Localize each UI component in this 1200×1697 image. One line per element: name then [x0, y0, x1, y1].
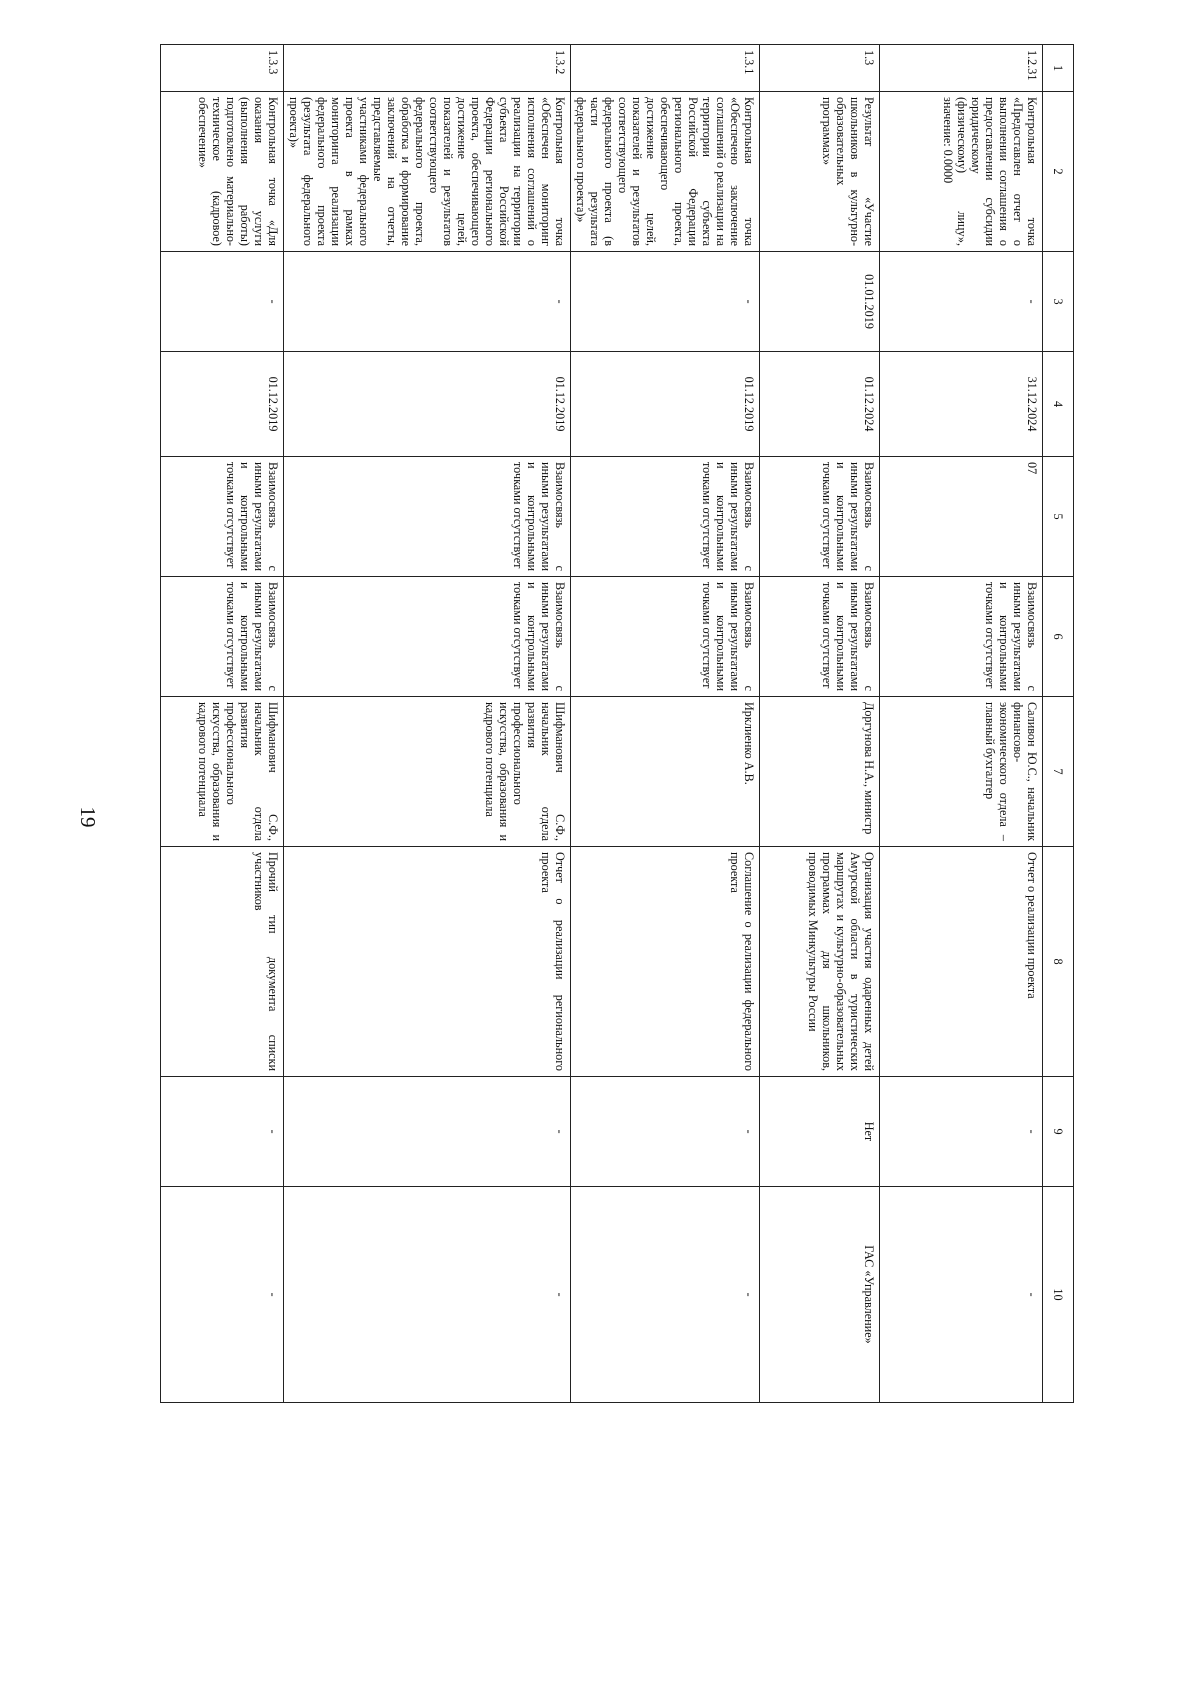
column-9-cell: - [880, 1077, 1043, 1187]
start-date-cell: - [880, 252, 1043, 352]
responsible-cell: Ирклиенко А.В. [571, 697, 760, 847]
project-control-points-table [160, 44, 1074, 1403]
column-9-cell: Нет [760, 1077, 880, 1187]
table-row [571, 45, 760, 1403]
table-row [760, 45, 880, 1403]
responsible-cell: Саливон Ю.С., начальник финансово-экономического отдела – главный бухгалтер [880, 697, 1043, 847]
column-header: 7 [1043, 697, 1074, 847]
result-document-cell: Прочий тип документа списки участников [161, 847, 284, 1077]
end-date-cell: 01.12.2019 [161, 352, 284, 457]
item-description-cell: Контрольная точка «Предоставлен отчет о выполнении соглашения о предоставлении субсидии юридическому (физическому) лицу», значение: 0.0000 [880, 92, 1043, 252]
table-row [284, 45, 571, 1403]
predecessors-cell: Взаимосвязь с иными результатами и контрольными точками отсутствует [760, 457, 880, 577]
column-9-cell: - [161, 1077, 284, 1187]
result-document-cell: Отчет о реализации проекта [880, 847, 1043, 1077]
column-header: 9 [1043, 1077, 1074, 1187]
column-header: 8 [1043, 847, 1074, 1077]
column-header: 2 [1043, 92, 1074, 252]
column-9-cell: - [284, 1077, 571, 1187]
column-9-cell: - [571, 1077, 760, 1187]
end-date-cell: 01.12.2024 [760, 352, 880, 457]
predecessors-cell: Взаимосвязь с иными результатами и контрольными точками отсутствует [571, 457, 760, 577]
column-header: 4 [1043, 352, 1074, 457]
successors-cell: Взаимосвязь с иными результатами и контрольными точками отсутствует [284, 577, 571, 697]
successors-cell: Взаимосвязь с иными результатами и контрольными точками отсутствует [161, 577, 284, 697]
row-number-cell: 1.3 [760, 45, 880, 92]
result-document-cell: Отчет о реализации регионального проекта [284, 847, 571, 1077]
start-date-cell: 01.01.2019 [760, 252, 880, 352]
info-system-cell: ГАС «Управление» [760, 1187, 880, 1403]
responsible-cell: Шифманович С.Ф., начальник отдела развития профессионального искусства, образования и кадрового потенциала [161, 697, 284, 847]
row-number-cell: 1.3.2 [284, 45, 571, 92]
successors-cell: Взаимосвязь с иными результатами и контрольными точками отсутствует [760, 577, 880, 697]
responsible-cell: Доргунова Н.А., министр [760, 697, 880, 847]
result-document-cell: Организация участия одаренных детей Амурской области в туристических маршрутах и культурно-образовательных программах для школьников, проводимых Минкультуры России [760, 847, 880, 1077]
item-description-cell: Результат «Участие школьников в культурно-образовательных программах» [760, 92, 880, 252]
predecessors-cell: 07 [880, 457, 1043, 577]
start-date-cell: - [284, 252, 571, 352]
item-description-cell: Контрольная точка «Для оказания услуги (выполнения работы) подготовлено материально-техническое (кадровое) обеспечение» [161, 92, 284, 252]
column-header: 10 [1043, 1187, 1074, 1403]
start-date-cell: - [161, 252, 284, 352]
column-header: 1 [1043, 45, 1074, 92]
item-description-cell: Контрольная точка «Обеспечен мониторинг исполнения соглашений о реализации на территории субъекта Российской Федерации регионального проекта, обеспечивающего достижение целей, показателей и результатов соответствующего федерального проекта, обработка и формирование заключений на отчеты, представляемые участниками федерального проекта в рамках мониторинга реализации федерального проекта (результата федерального проекта)» [284, 92, 571, 252]
column-header: 3 [1043, 252, 1074, 352]
info-system-cell: - [571, 1187, 760, 1403]
start-date-cell: - [571, 252, 760, 352]
responsible-cell: Шифманович С.Ф., начальник отдела развития профессионального искусства, образования и кадрового потенциала [284, 697, 571, 847]
row-number-cell: 1.2.31 [880, 45, 1043, 92]
table-row [880, 45, 1043, 1403]
info-system-cell: - [284, 1187, 571, 1403]
predecessors-cell: Взаимосвязь с иными результатами и контрольными точками отсутствует [161, 457, 284, 577]
table-row [161, 45, 284, 1403]
page-number: 19 [76, 806, 100, 828]
end-date-cell: 01.12.2019 [571, 352, 760, 457]
info-system-cell: - [880, 1187, 1043, 1403]
row-number-cell: 1.3.1 [571, 45, 760, 92]
successors-cell: Взаимосвязь с иными результатами и контрольными точками отсутствует [571, 577, 760, 697]
row-number-cell: 1.3.3 [161, 45, 284, 92]
column-header: 5 [1043, 457, 1074, 577]
successors-cell: Взаимосвязь с иными результатами и контрольными точками отсутствует [880, 577, 1043, 697]
column-header: 6 [1043, 577, 1074, 697]
end-date-cell: 31.12.2024 [880, 352, 1043, 457]
info-system-cell: - [161, 1187, 284, 1403]
item-description-cell: Контрольная точка «Обеспечено заключение соглашений о реализации на территории субъекта Российской Федерации регионального проекта, обеспечивающего достижение целей, показателей и результатов соответствующего федерального проекта (в части результата федерального проекта)» [571, 92, 760, 252]
table-rotated-container [160, 44, 1074, 1402]
result-document-cell: Соглашение о реализации федерального проекта [571, 847, 760, 1077]
predecessors-cell: Взаимосвязь с иными результатами и контрольными точками отсутствует [284, 457, 571, 577]
table-header-row [1043, 45, 1074, 1403]
end-date-cell: 01.12.2019 [284, 352, 571, 457]
